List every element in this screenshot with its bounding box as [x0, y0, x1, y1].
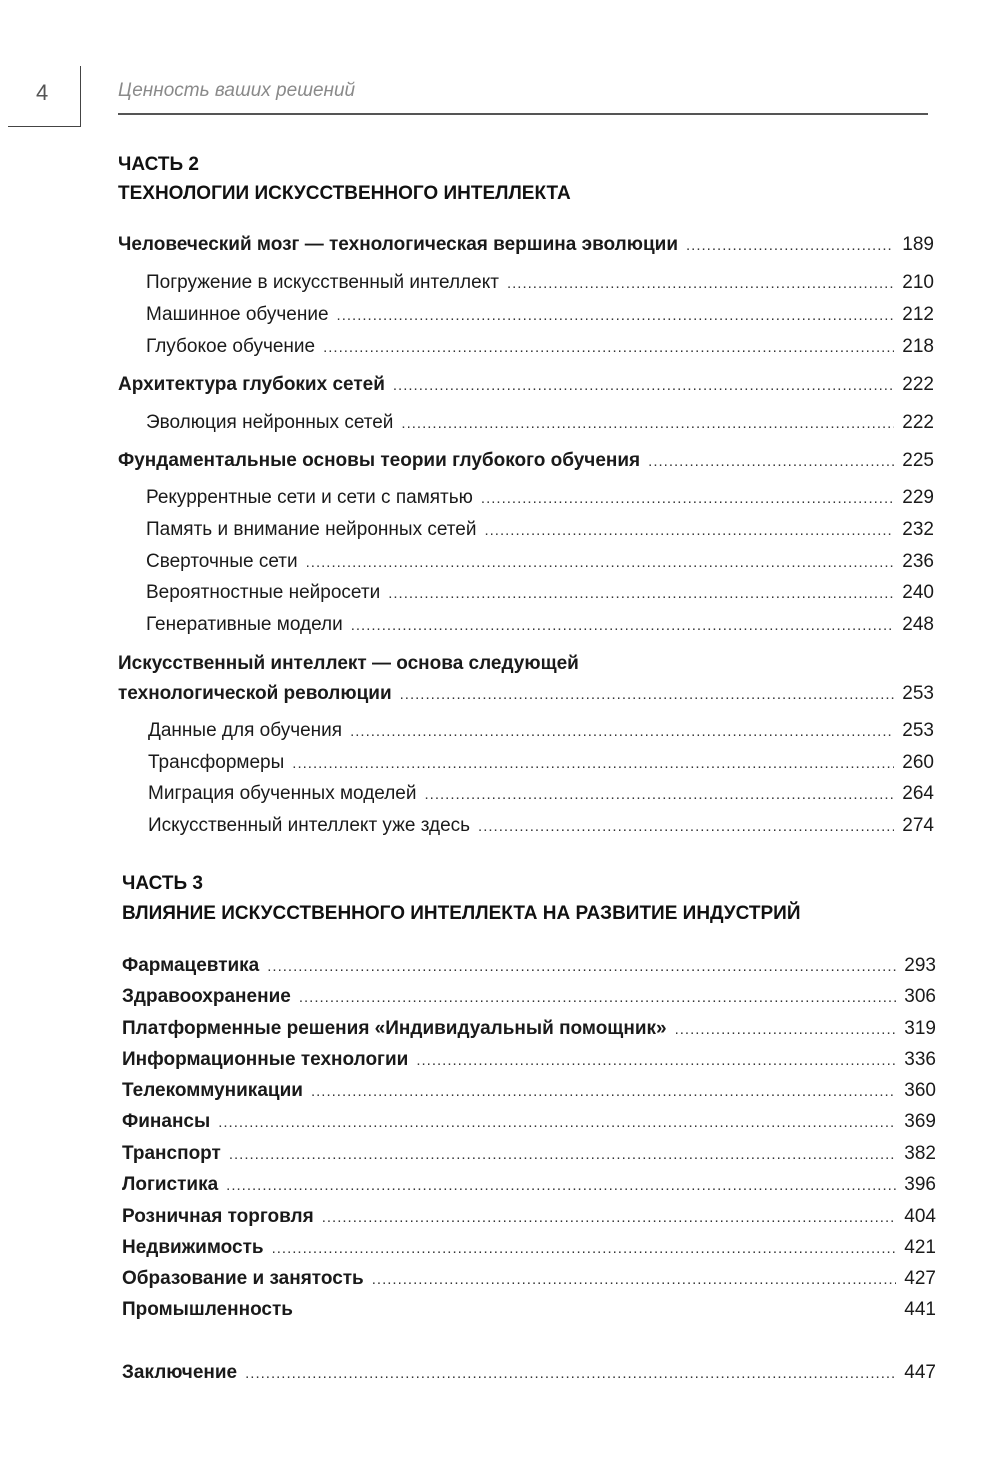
toc-entry-title: Архитектура глубоких сетей: [118, 374, 385, 395]
dot-leader: [229, 1146, 896, 1163]
part3-label: ЧАСТЬ 3: [122, 873, 203, 894]
toc-subentry[interactable]: [146, 614, 934, 636]
toc-entry[interactable]: [122, 1018, 936, 1040]
toc-entry-page: 396: [904, 1174, 936, 1195]
toc-entry-title: Платформенные решения «Индивидуальный помощник»: [122, 1018, 667, 1039]
dot-leader: [311, 1083, 896, 1100]
toc-entry-title: Генеративные модели: [146, 614, 343, 635]
toc-entry[interactable]: [118, 450, 934, 472]
part2-title: ТЕХНОЛОГИИ ИСКУССТВЕННОГО ИНТЕЛЛЕКТА: [118, 183, 571, 204]
toc-entry-page: 232: [902, 519, 934, 540]
toc-entry-title: Здравоохранение: [122, 986, 291, 1007]
toc-entry[interactable]: [122, 1174, 936, 1196]
toc-entry-page: 248: [902, 614, 934, 635]
header-rule: [118, 113, 928, 115]
dot-leader: [245, 1365, 896, 1382]
part3-title: ВЛИЯНИЕ ИСКУССТВЕННОГО ИНТЕЛЛЕКТА НА РАЗВИТИЕ ИНДУСТРИЙ: [122, 903, 801, 924]
toc-entry-title: Финансы: [122, 1111, 211, 1132]
toc-entry[interactable]: [122, 1206, 936, 1228]
dot-leader: [388, 585, 894, 602]
toc-entry-page: 253: [902, 683, 934, 704]
toc-entry[interactable]: [122, 1143, 936, 1165]
toc-entry-title: Эволюция нейронных сетей: [146, 412, 394, 433]
toc-entry-page: 336: [904, 1049, 936, 1070]
toc-entry-conclusion[interactable]: [122, 1362, 936, 1384]
toc-entry-page: 253: [902, 720, 934, 741]
toc-entry-title-line1[interactable]: Искусственный интеллект — основа следующей: [118, 653, 579, 674]
dot-leader: [401, 415, 894, 432]
toc-entry[interactable]: [122, 986, 936, 1008]
toc-entry[interactable]: [122, 1237, 936, 1259]
dot-leader: [507, 275, 894, 292]
dot-leader: [322, 1209, 897, 1226]
toc-entry-page: 260: [902, 752, 934, 773]
dot-leader: [686, 237, 894, 254]
toc-entry-page: 222: [902, 374, 934, 395]
toc-subentry[interactable]: [146, 519, 934, 541]
toc-entry-title: Заключение: [122, 1362, 238, 1383]
toc-entry-title: Промышленность: [122, 1299, 293, 1320]
toc-entry-title: Трансформеры: [148, 752, 285, 773]
dot-leader: [267, 958, 896, 975]
toc-entry-page: 382: [904, 1143, 936, 1164]
toc-entry-page: 236: [902, 551, 934, 572]
toc-entry-page: 319: [904, 1018, 936, 1039]
toc-entry-page: 306: [904, 986, 936, 1007]
dot-leader: [481, 490, 894, 507]
toc-entry-title: Машинное обучение: [146, 304, 329, 325]
toc-entry-title: Вероятностные нейросети: [146, 582, 381, 603]
toc-entry-title: Образование и занятость: [122, 1268, 364, 1289]
toc-entry[interactable]: [118, 374, 934, 396]
toc-entry-page: 225: [902, 450, 934, 471]
toc-subentry[interactable]: [146, 551, 934, 573]
toc-entry-page: 229: [902, 487, 934, 508]
dot-leader: [323, 339, 894, 356]
dot-leader: [425, 786, 895, 803]
toc-entry-page: 369: [904, 1111, 936, 1132]
dot-leader: [393, 377, 894, 394]
toc-entry-page: 360: [904, 1080, 936, 1101]
toc-subentry[interactable]: [146, 412, 934, 434]
dot-leader: [218, 1114, 896, 1131]
toc-entry-title: Данные для обучения: [148, 720, 343, 741]
dot-leader: [484, 522, 894, 539]
toc-entry-title: Человеческий мозг — технологическая вершина эволюции: [118, 234, 679, 255]
toc-entry-title: Глубокое обучение: [146, 336, 316, 357]
toc-entry-page: 210: [902, 272, 934, 293]
toc-entry-page: 274: [902, 815, 934, 836]
part2-label: ЧАСТЬ 2: [118, 154, 199, 175]
page-number: 4: [36, 80, 49, 105]
toc-entry-title: Миграция обученных моделей: [148, 783, 417, 804]
toc-entry[interactable]: [122, 955, 936, 977]
toc-subentry[interactable]: [146, 487, 934, 509]
toc-entry-title: Рекуррентные сети и сети с памятью: [146, 487, 473, 508]
toc-entry-page: 441: [904, 1299, 936, 1320]
toc-entry[interactable]: [122, 1268, 936, 1290]
toc-subentry[interactable]: [146, 272, 934, 294]
toc-entry-title: Недвижимость: [122, 1237, 264, 1258]
dot-leader: [372, 1271, 897, 1288]
dot-leader: [350, 723, 894, 740]
dot-leader: [337, 307, 895, 324]
toc-entry-page: 212: [902, 304, 934, 325]
toc-entry-title: Телекоммуникации: [122, 1080, 303, 1101]
dot-leader: [675, 1021, 897, 1038]
toc-subentry[interactable]: [148, 752, 934, 774]
toc-entry-title: Информационные технологии: [122, 1049, 409, 1070]
toc-entry-page: 240: [902, 582, 934, 603]
toc-subentry[interactable]: [146, 336, 934, 358]
toc-entry[interactable]: [122, 1299, 936, 1321]
toc-entry-page: 189: [902, 234, 934, 255]
toc-entry-page: 222: [902, 412, 934, 433]
toc-entry-title: Память и внимание нейронных сетей: [146, 519, 477, 540]
dot-leader: [351, 617, 895, 634]
toc-entry-title: технологической революции: [118, 683, 392, 704]
toc-entry-title: Фармацевтика: [122, 955, 260, 976]
toc-entry[interactable]: [122, 1111, 936, 1133]
running-head: Ценность ваших решений: [118, 80, 356, 101]
toc-entry-page: 404: [904, 1206, 936, 1227]
toc-entry-page: 264: [902, 783, 934, 804]
toc-subentry[interactable]: [146, 582, 934, 604]
dot-leader: [292, 755, 894, 772]
dot-leader: [478, 818, 894, 835]
toc-entry-title: Искусственный интеллект уже здесь: [148, 815, 471, 836]
toc-subentry[interactable]: [148, 783, 934, 805]
toc-entry-title: Транспорт: [122, 1143, 221, 1164]
toc-entry[interactable]: [118, 683, 934, 705]
dot-leader: [272, 1240, 897, 1257]
toc-subentry[interactable]: [148, 815, 934, 837]
dot-leader: [416, 1052, 896, 1069]
toc-entry-title: Сверточные сети: [146, 551, 298, 572]
toc-subentry[interactable]: [148, 720, 934, 742]
toc-entry-page: 293: [904, 955, 936, 976]
toc-entry-page: 447: [904, 1362, 936, 1383]
toc-entry-page: 421: [904, 1237, 936, 1258]
toc-entry[interactable]: [118, 234, 934, 256]
toc-entry-title: Погружение в искусственный интеллект: [146, 272, 499, 293]
toc-subentry[interactable]: [146, 304, 934, 326]
toc-entry-title: Розничная торговля: [122, 1206, 314, 1227]
dot-leader: [306, 554, 895, 571]
toc-entry-page: 218: [902, 336, 934, 357]
toc-entry[interactable]: [122, 1049, 936, 1071]
toc-entry-title: Фундаментальные основы теории глубокого обучения: [118, 450, 641, 471]
dot-leader: [226, 1177, 896, 1194]
dot-leader: [400, 686, 895, 703]
toc-entry[interactable]: [122, 1080, 936, 1102]
dot-leader: [648, 453, 894, 470]
toc-entry-page: 427: [904, 1268, 936, 1289]
toc-entry-title: Логистика: [122, 1174, 219, 1195]
dot-leader: [299, 989, 896, 1006]
